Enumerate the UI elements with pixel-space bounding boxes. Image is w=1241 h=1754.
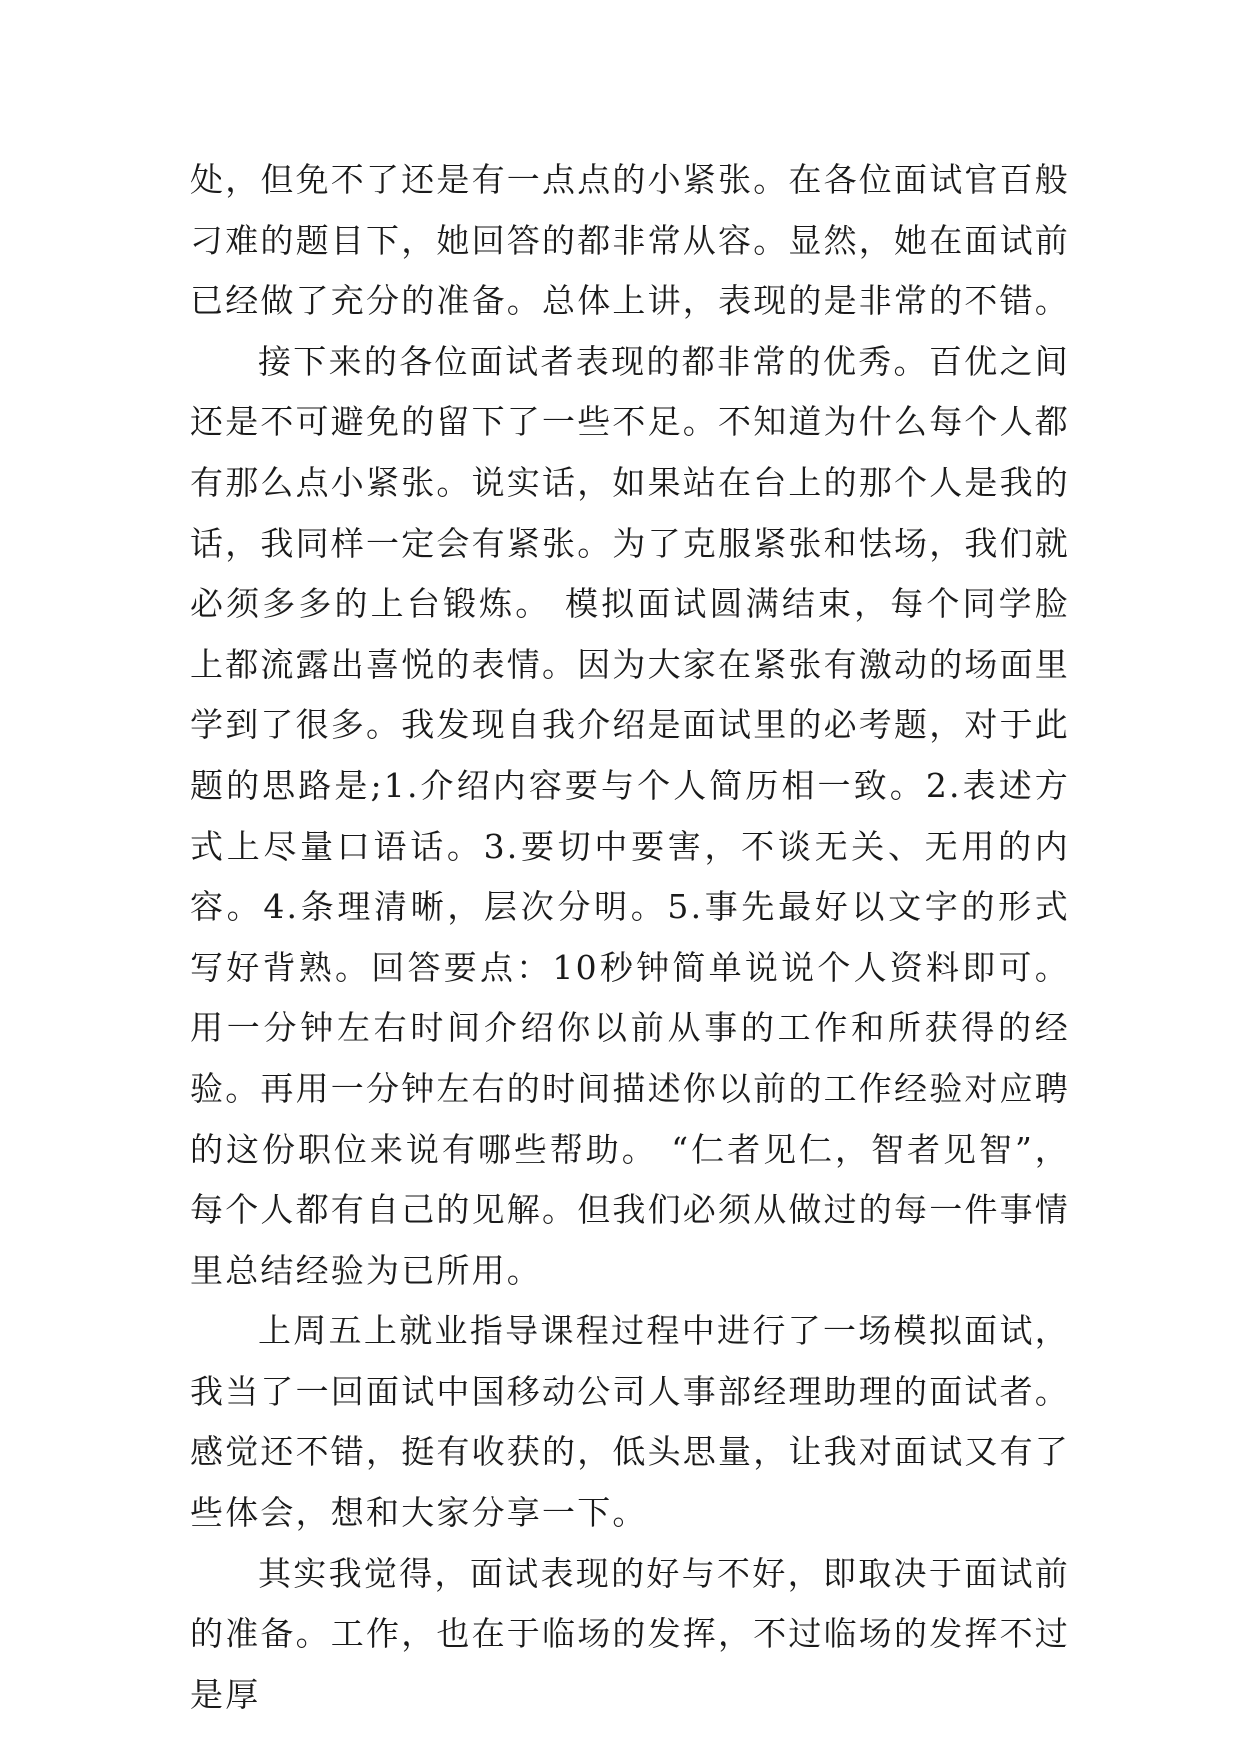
- paragraph-2: 接下来的各位面试者表现的都非常的优秀。百优之间还是不可避免的留下了一些不足。不知道为什么每个人都有那么点小紧张。说实话，如果站在台上的那个人是我的话，我同样一定会有紧张。为了克服紧张和怯场，我们就必须多多的上台锻炼。 模拟面试圆满结束，每个同学脸上都流露出喜悦的表情。因为大家在紧张有激动的场面里学到了很多。我发现自我介绍是面试里的必考题，对于此题的思路是;1.介绍内容要与个人简历相一致。2.表述方式上尽量口语话。3.要切中要害，不谈无关、无用的内容。4.条理清晰，层次分明。5.事先最好以文字的形式写好背熟。回答要点：10秒钟简单说说个人资料即可。用一分钟左右时间介绍你以前从事的工作和所获得的经验。再用一分钟左右的时间描述你以前的工作经验对应聘的这份职位来说有哪些帮助。 “仁者见仁，智者见智”，每个人都有自己的见解。但我们必须从做过的每一件事情里总结经验为已所用。: [190, 341, 1070, 1290]
- paragraph-3: 上周五上就业指导课程过程中进行了一场模拟面试，我当了一回面试中国移动公司人事部经理助理的面试者。感觉还不错，挺有收获的，低头思量，让我对面试又有了些体会，想和大家分享一下。: [190, 1311, 1070, 1533]
- paragraph-1: 处，但免不了还是有一点点的小紧张。在各位面试官百般刁难的题目下，她回答的都非常从容。显然，她在面试前已经做了充分的准备。总体上讲，表现的是非常的不错。: [190, 160, 1070, 321]
- document-body: [190, 150, 1070, 1725]
- paragraph-4: 其实我觉得，面试表现的好与不好，即取决于面试前的准备。工作，也在于临场的发挥，不过临场的发挥不过是厚: [190, 1553, 1070, 1714]
